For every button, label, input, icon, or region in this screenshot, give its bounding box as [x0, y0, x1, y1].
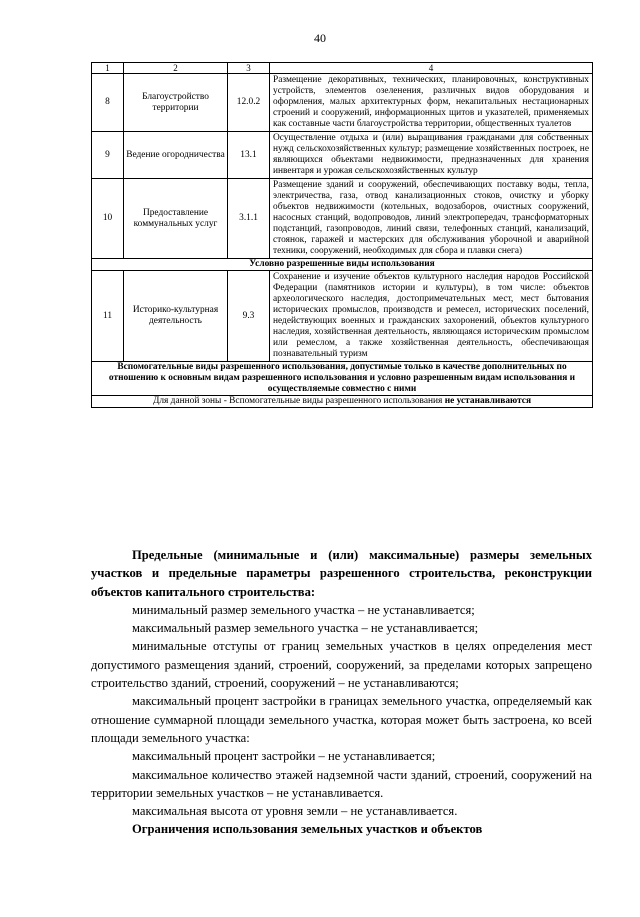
- section-row: [92, 259, 593, 271]
- use-description: Осуществление отдыха и (или) выращивания гражданами для собственных нужд сельскохозяйственных культур; размещение хозяйственных построек, не являющихся объектами недвижимости, предназначенных для хранения инвентаря и урожая сельскохозяйственных культур: [270, 132, 593, 179]
- paragraph: максимальная высота от уровня земли – не устанавливается.: [132, 804, 458, 819]
- header-cell: 2: [124, 63, 228, 74]
- header-cell: 1: [92, 63, 124, 74]
- note-row: [92, 396, 593, 408]
- use-description: Размещение декоративных, технических, планировочных, конструктивных устройств, элементов озеленения, различных видов оборудования и оформления, малых архитектурных форм, некапитальных нестационарных строений и сооружений, информационных щитов и указателей, применяемых как составные части благоустройства территории, общественных туалетов: [270, 74, 593, 132]
- use-code: 9.3: [228, 271, 270, 362]
- regulations-text: [91, 546, 592, 839]
- paragraph: максимальный процент застройки в границах земельного участка, определяемый как отношение суммарной площади земельного участка, которая может быть застроена, ко всей площади земельного участка:: [91, 694, 592, 745]
- table-row: [92, 74, 593, 132]
- restrictions-heading: Ограничения использования земельных участков и объектов: [132, 822, 483, 837]
- use-description: Сохранение и изучение объектов культурного наследия народов Российской Федерации (памятников истории и культуры), в том числе: объектов археологического наследия, достопримечательных мест, мест бытования исторических промыслов, производств и ремесел, исторических поселений, недействующих военных и гражданских захоронений, объектов культурного наследия, хозяйственная деятельность, являющаяся историческим промыслом или ремеслом, а также хозяйственная деятельность, обеспечивающая познавательный туризм: [270, 271, 593, 362]
- table-row: [92, 179, 593, 259]
- auxiliary-note-value: не устанавливаются: [444, 396, 532, 406]
- parameters-heading: Предельные (минимальные и (или) максимальные) размеры земельных участков и предельные параметры разрешенного строительства, реконструкции объектов капитального строительства:: [91, 548, 592, 599]
- row-number: 8: [92, 74, 124, 132]
- paragraph: минимальный размер земельного участка – не устанавливается;: [132, 602, 475, 617]
- auxiliary-uses-title: Вспомогательные виды разрешенного использования, допустимые только в качестве дополнительных по отношению к основным видам разрешенного использования и условно разрешенным видам использования и осуществляемые совместно с ними: [92, 362, 593, 396]
- paragraph: максимальный размер земельного участка – не устанавливается;: [132, 621, 479, 636]
- use-name: Историко-культурная деятельность: [124, 271, 228, 362]
- table-row: [92, 132, 593, 179]
- auxiliary-uses-note: [92, 396, 593, 408]
- header-cell: 4: [270, 63, 593, 74]
- paragraph: минимальные отступы от границ земельных участков в целях определения мест допустимого размещения зданий, строений, сооружений, за пределами которых запрещено строительство зданий, строений, сооружений – не устанавливаются;: [91, 639, 592, 691]
- table-row: [92, 271, 593, 362]
- header-cell: 3: [228, 63, 270, 74]
- auxiliary-note-prefix: Для данной зоны - Вспомогательные виды разрешенного использования: [152, 396, 445, 406]
- section-row: [92, 362, 593, 396]
- use-description: Размещение зданий и сооружений, обеспечивающих поставку воды, тепла, электричества, газа, отвод канализационных стоков, очистку и уборку объектов недвижимости (котельных, водозаборов, очистных сооружений, насосных станций, водопроводов, линий электропередач, трансформаторных подстанций, газопроводов, линий связи, телефонных станций, канализаций, стоянок, гаражей и мастерских для обслуживания уборочной и аварийной техники, сооружений, необходимых для сбора и плавки снега): [270, 179, 593, 259]
- conditional-uses-title: Условно разрешенные виды использования: [92, 259, 593, 271]
- table-header-row: [92, 63, 593, 74]
- use-code: 3.1.1: [228, 179, 270, 259]
- paragraph: максимальное количество этажей надземной части зданий, строений, сооружений на территории земельных участков – не устанавливается.: [91, 767, 592, 800]
- use-code: 13.1: [228, 132, 270, 179]
- row-number: 10: [92, 179, 124, 259]
- land-use-table: [91, 62, 593, 408]
- use-name: Предоставление коммунальных услуг: [124, 179, 228, 259]
- use-code: 12.0.2: [228, 74, 270, 132]
- row-number: 9: [92, 132, 124, 179]
- use-name: Благоустройство территории: [124, 74, 228, 132]
- paragraph: максимальный процент застройки – не устанавливается;: [132, 749, 436, 764]
- row-number: 11: [92, 271, 124, 362]
- use-name: Ведение огородничества: [124, 132, 228, 179]
- page-number: 40: [314, 31, 326, 45]
